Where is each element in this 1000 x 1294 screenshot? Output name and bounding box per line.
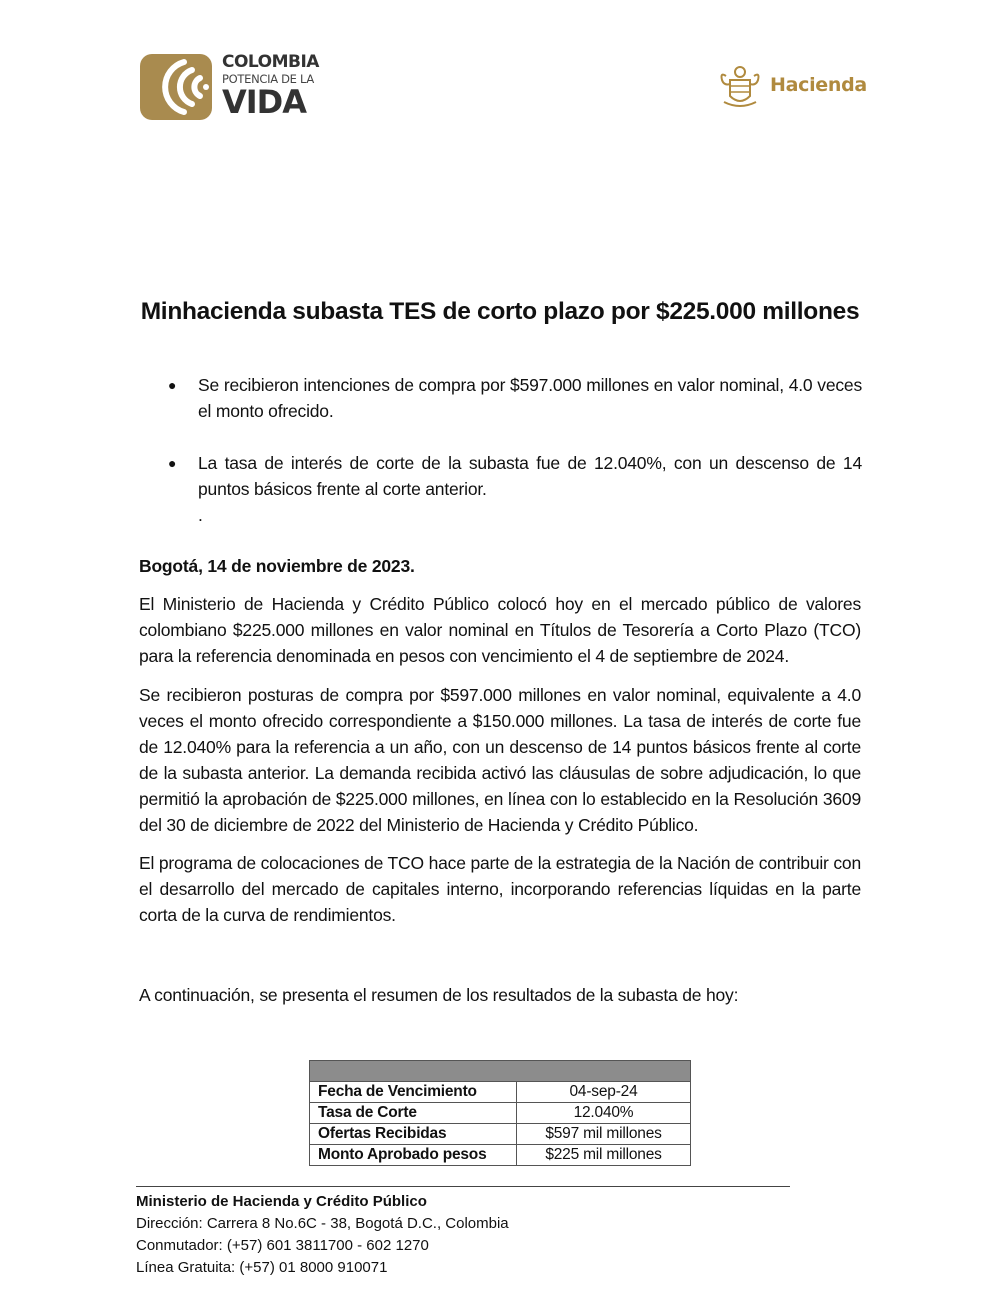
logo-potencia-text: POTENCIA DE LA: [222, 72, 314, 86]
logo-colombia-text: COLOMBIA: [222, 52, 319, 72]
hacienda-logo-text: Hacienda: [770, 74, 867, 96]
colombia-potencia-de-la-vida-logo: [140, 52, 340, 122]
highlights-list: [166, 372, 862, 528]
list-tail: .: [198, 505, 203, 525]
hacienda-logo: [718, 64, 867, 110]
table-cell-value: $225 mil millones: [517, 1145, 691, 1166]
footer: [136, 1191, 509, 1279]
footer-divider: [136, 1186, 790, 1187]
list-item-text: La tasa de interés de corte de la subasta fue de 12.040%, con un descenso de 14 puntos básicos frente al corte anterior.: [198, 453, 862, 499]
table-header-cell: [310, 1061, 691, 1082]
table-header-row: [310, 1061, 691, 1082]
paragraph: A continuación, se presenta el resumen de los resultados de la subasta de hoy:: [139, 985, 739, 1005]
footer-phone: Conmutador: (+57) 601 3811700 - 602 1270: [136, 1237, 429, 1254]
footer-toll-free: Línea Gratuita: (+57) 01 8000 910071: [136, 1259, 388, 1276]
table-cell-value: 04-sep-24: [517, 1082, 691, 1103]
table-cell-label: Tasa de Corte: [310, 1103, 517, 1124]
paragraph: El programa de colocaciones de TCO hace parte de la estrategia de la Nación de contribuir con el desarrollo del mercado de capitales interno, incorporando referencias líquidas en la parte corta de la curva de rendimientos.: [139, 853, 861, 925]
paragraph: El Ministerio de Hacienda y Crédito Público colocó hoy en el mercado público de valores colombiano $225.000 millones en valor nominal en Títulos de Tesorería a Corto Plazo (TCO) para la referencia denominada en pesos con vencimiento el 4 de septiembre de 2024.: [139, 594, 861, 666]
table-row: [310, 1145, 691, 1166]
bullet-dot-icon: ●: [168, 455, 177, 471]
table-cell-label: Ofertas Recibidas: [310, 1124, 517, 1145]
list-item-text: Se recibieron intenciones de compra por $597.000 millones en valor nominal, 4.0 veces el monto ofrecido.: [198, 375, 862, 421]
table-cell-value: 12.040%: [517, 1103, 691, 1124]
paragraph: Se recibieron posturas de compra por $597.000 millones en valor nominal, equivalente a 4.0 veces el monto ofrecido correspondiente a $150.000 millones. La tasa de interés de corte fue de 12.040% para la referencia a un año, con un descenso de 14 puntos básicos frente al corte de la subasta anterior. La demanda recibida activó las cláusulas de sobre adjudicación, lo que permitió la aprobación de $225.000 millones, en línea con lo establecido en la Resolución 3609 del 30 de diciembre de 2022 del Ministerio de Hacienda y Crédito Público.: [139, 685, 861, 835]
footer-org: Ministerio de Hacienda y Crédito Público: [136, 1193, 427, 1210]
page-title: Minhacienda subasta TES de corto plazo por $225.000 millones: [140, 298, 860, 325]
list-item: [166, 450, 862, 502]
logo-vida-text: VIDA: [222, 83, 306, 121]
coat-of-arms-icon: [718, 64, 762, 110]
bullet-dot-icon: ●: [168, 377, 177, 393]
waves-logo-icon: [140, 54, 212, 120]
footer-address: Dirección: Carrera 8 No.6C - 38, Bogotá D.C., Colombia: [136, 1215, 509, 1232]
list-item: [166, 372, 862, 424]
table-row: [310, 1082, 691, 1103]
table-cell-value: $597 mil millones: [517, 1124, 691, 1145]
results-table: [309, 1060, 691, 1166]
dateline: Bogotá, 14 de noviembre de 2023.: [139, 556, 415, 576]
table-cell-label: Monto Aprobado pesos: [310, 1145, 517, 1166]
table-row: [310, 1124, 691, 1145]
table-cell-label: Fecha de Vencimiento: [310, 1082, 517, 1103]
table-row: [310, 1103, 691, 1124]
